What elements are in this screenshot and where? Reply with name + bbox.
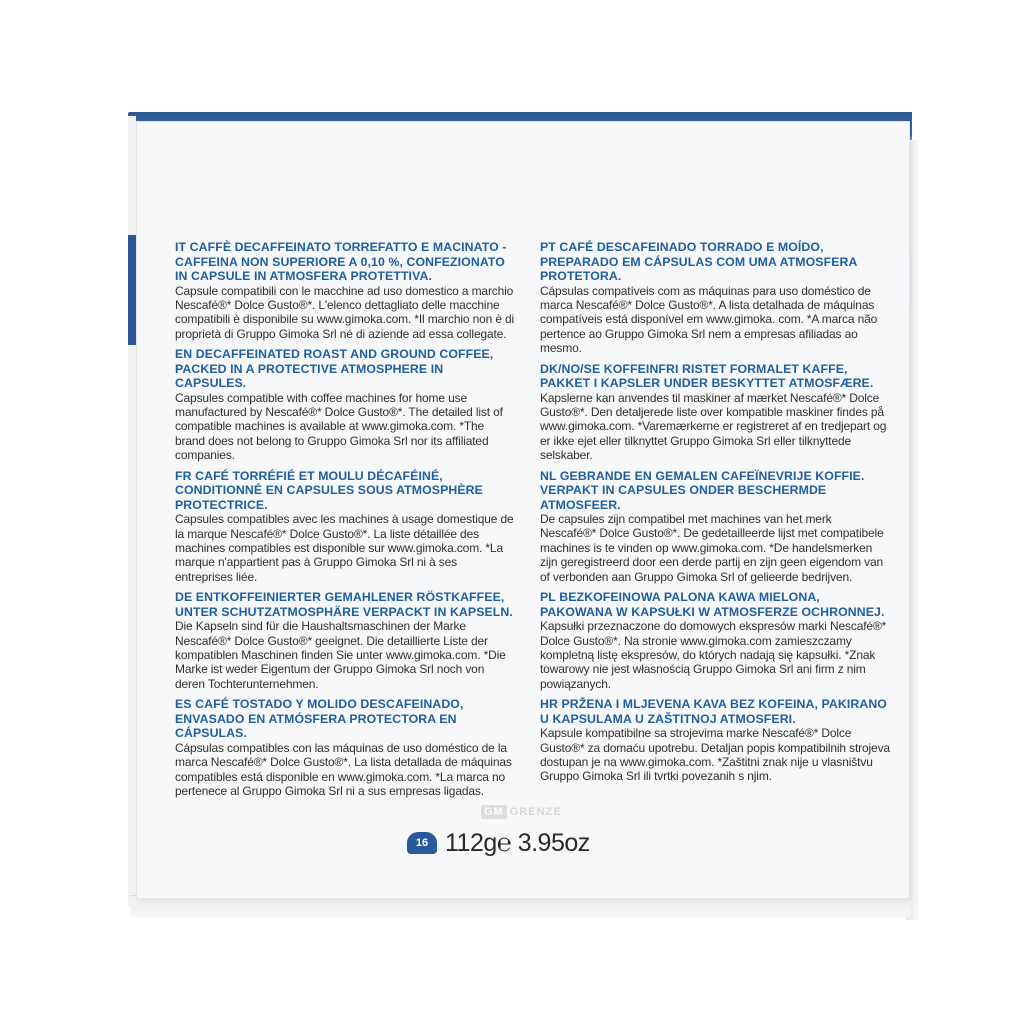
language-section: [175, 590, 515, 691]
section-heading: ES CAFÉ TOSTADO Y MOLIDO DESCAFEINADO, ENVASADO EN ATMÓSFERA PROTECTORA EN CÁPSULAS.: [175, 697, 464, 741]
watermark-badge: GM: [481, 805, 507, 819]
section-heading: PT CAFÉ DESCAFEINADO TORRADO E MOÍDO, PREPARADO EM CÁPSULAS COM UMA ATMOSFERA PROTETORA.: [540, 240, 858, 283]
language-section: [540, 697, 890, 784]
section-body: Capsule compatibili con le macchine ad uso domestico a marchio Nescafé®* Dolce Gusto®*. L'elenco dettagliato delle macchine compatibili è disponibile su www.gimoka.com. *Il marchio non è di proprietà di Gruppo Gimoka Srl né di aziende ad essa collegate.: [175, 283, 515, 341]
section-heading: EN DECAFFEINATED ROAST AND GROUND COFFEE, PACKED IN A PROTECTIVE ATMOSPHERE IN CAPSULES.: [175, 347, 494, 391]
section-body: Kapsułki przeznaczone do domowych ekspresów marki Nescafé®* Dolce Gusto®*. Na stronie www.gimoka.com zamieszczamy kompletną listę ekspresów, do których nadają się kapsułki. *Znak towarowy nie jest własnością Gruppo Gimoka Srl ani firm z nim powiązanych.: [540, 619, 887, 691]
section-heading: FR CAFÉ TORRÉFIÉ ET MOULU DÉCAFÉINÉ, CONDITIONNÉ EN CAPSULES SOUS ATMOSPHÈRE PROTECTRICE.: [175, 468, 483, 512]
section-body: De capsules zijn compatibel met machines van het merk Nescafé®* Dolce Gusto®*. De gedetailleerde lijst met compatibele machines is te vinden op www.gimoka.com. *De handelsmerken zijn geregistreerd door een derde partij en zijn geen eigendom van of verbonden aan Gruppo Gimoka Srl of gelieerde bedrijven.: [540, 512, 884, 584]
section-heading: IT CAFFÈ DECAFFEINATO TORREFATTO E MACINATO - CAFFEINA NON SUPERIORE A 0,10 %, CONFEZIONATO IN CAPSULE IN ATMOSFERA PROTETTIVA.: [175, 240, 507, 283]
watermark: [481, 805, 562, 819]
watermark-text: GRENZE: [509, 806, 562, 818]
language-section: [540, 362, 890, 463]
language-section: [175, 697, 515, 798]
language-section: [540, 590, 890, 691]
left-text-column: [175, 240, 515, 804]
package-footer: [407, 826, 590, 860]
net-weight: 112g℮ 3.95oz: [445, 828, 590, 857]
section-body: Kapsule kompatibilne sa strojevima marke Nescafé®* Dolce Gusto®* za domaću upotrebu. Detaljan popis kompatibilnih strojeva dostupan je na www.gimoka.com. *Zaštitni znak nije u vlasništvu Gruppo Gimoka Srl ili tvrtki povezanih s njim.: [540, 726, 890, 784]
language-section: [540, 240, 890, 356]
section-body: Capsules compatible with coffee machines for home use manufactured by Nescafé®* Dolce Gusto®*. The detailed list of compatible machines is available at www.gimoka.com. *The brand does not belong to Gruppo Gimoka Srl nor its affiliated companies.: [175, 390, 503, 463]
carton-blue-side-strip: [128, 235, 137, 345]
section-heading: DE ENTKOFFEINIERTER GEMAHLENER RÖSTKAFFEE, UNTER SCHUTZATMOSPHÄRE VERPACKT IN KAPSELN.: [175, 590, 513, 619]
section-heading: HR PRŽENA I MLJEVENA KAVA BEZ KOFEINA, PAKIRANO U KAPSULAMA U ZAŠTITNOJ ATMOSFERI.: [540, 697, 887, 726]
section-body: Die Kapseln sind für die Haushaltsmaschinen der Marke Nescafé®* Dolce Gusto®* geeignet. Die detaillierte Liste der kompatiblen Maschinen finden Sie unter www.gimoka.com. *Die Marke ist weder Eigentum der Gruppo Gimoka Srl noch von deren Tochterunternehmen.: [175, 619, 506, 691]
section-body: Kapslerne kan anvendes til maskiner af mærket Nescafé®* Dolce Gusto®*. Den detaljerede liste over kompatible maskiner findes på www.gimoka.com. *Varemærkerne er registreret af en tredjepart og er ikke ejet eller tilknyttet Gruppo Gimoka Srl eller tilknyttede selskaber.: [540, 390, 887, 463]
section-heading: DK/NO/SE KOFFEINFRI RISTET FORMALET KAFFE, PAKKET I KAPSLER UNDER BESKYTTET ATMOSFÆRE.: [540, 361, 874, 391]
section-body: Capsules compatibles avec les machines à usage domestique de la marque Nescafé®* Dolce Gusto®*. La liste détaillée des machines compatibles est disponible sur www.gimoka.com. *La marque n'appartient pas à Gruppo Gimoka Srl ni à ses entreprises liée.: [175, 512, 514, 584]
carton-bottom-edge: [130, 895, 910, 917]
language-section: [540, 469, 890, 585]
right-text-column: [540, 240, 890, 790]
section-body: Cápsulas compatíveis com as máquinas para uso doméstico de marca Nescafé®* Dolce Gusto®*. A lista detalhada de máquinas compatíveis está disponível em www.gimoka. com. *A marca não pertence ao Gruppo Gimoka Srl nem a empresas afiliadas ao mesmo.: [540, 283, 878, 356]
language-section: [175, 240, 515, 341]
section-body: Cápsulas compatibles con las máquinas de uso doméstico de la marca Nescafé®* Dolce Gusto®*. La lista detallada de máquinas compatibles está disponible en www.gimoka.com. *La marca no pertenece al Gruppo Gimoka Srl ni a sus empresas ligadas.: [175, 740, 512, 798]
section-heading: PL BEZKOFEINOWA PALONA KAWA MIELONA, PAKOWANA W KAPSUŁKI W ATMOSFERZE OCHRONNEJ.: [540, 590, 885, 619]
language-section: [175, 347, 515, 463]
language-section: [175, 469, 515, 585]
capsule-count-badge: 16: [407, 832, 437, 854]
section-heading: NL GEBRANDE EN GEMALEN CAFEÏNEVRIJE KOFFIE. VERPAKT IN CAPSULES ONDER BESCHERMDE ATMOSFEER.: [540, 468, 865, 512]
